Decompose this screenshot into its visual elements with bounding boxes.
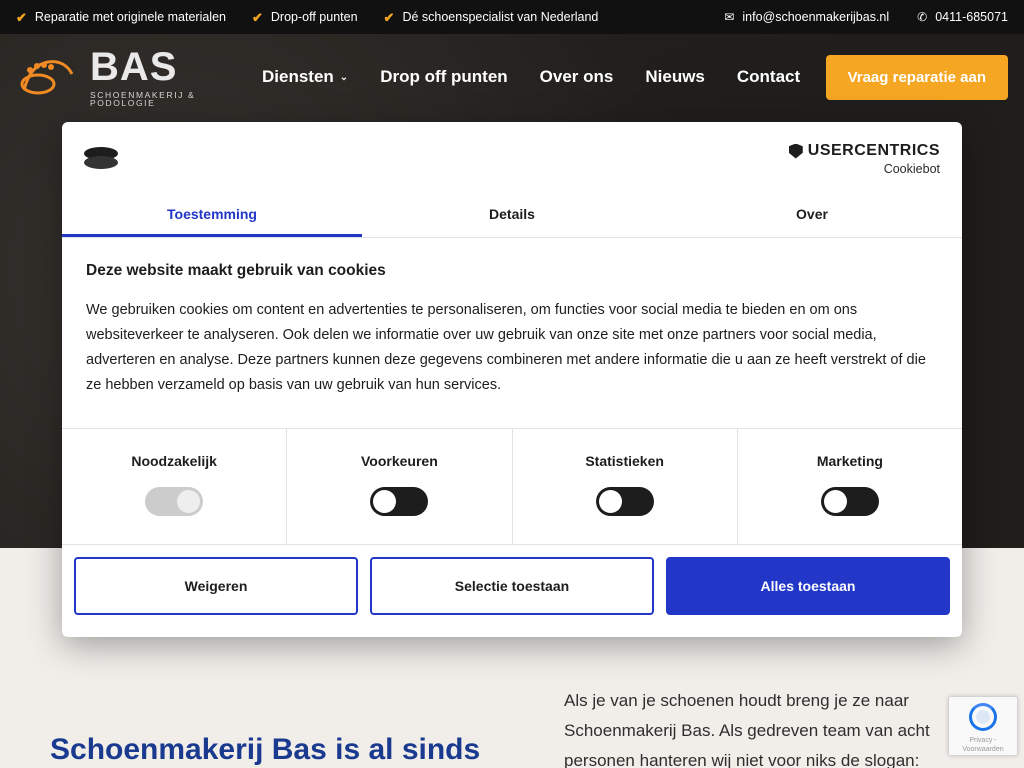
category-marketing-label: Marketing <box>816 452 883 469</box>
dialog-header <box>62 122 962 190</box>
shoe-logo-svg <box>18 50 80 104</box>
usercentrics-brand-top <box>789 142 940 160</box>
cookiebot-logo-icon <box>84 145 118 173</box>
topbar-feature-3-label: Dé schoenspecialist van Nederland <box>402 10 599 24</box>
toggle-noodzakelijk <box>145 487 203 516</box>
nav-item-over-ons[interactable] <box>540 67 614 87</box>
nav-item-diensten-label: Diensten <box>262 67 334 86</box>
main-navigation <box>262 67 826 87</box>
shield-icon <box>789 144 803 159</box>
category-noodzakelijk-label: Noodzakelijk <box>131 452 217 469</box>
top-announcement-bar <box>0 0 1024 34</box>
topbar-contact <box>724 10 1008 24</box>
topbar-feature-1-label: Reparatie met originele materialen <box>34 10 226 24</box>
section-paragraph: Als je van je schoenen houdt breng je ze naar Schoenmakerij Bas. Als gedreven team van acht personen hanteren wij niet voor niks de slogan: <box>564 691 930 768</box>
dialog-actions <box>62 544 962 637</box>
nav-item-drop-off-punten-label: Drop off punten <box>380 67 508 86</box>
recaptcha-badge[interactable] <box>948 696 1018 756</box>
logo-name: BAS <box>90 44 178 89</box>
allow-all-button[interactable]: Alles toestaan <box>666 557 950 615</box>
toggle-voorkeuren[interactable] <box>370 487 428 516</box>
topbar-features <box>16 10 724 24</box>
phone-link[interactable] <box>917 10 1008 24</box>
topbar-feature-2 <box>252 10 358 24</box>
email-label: info@schoenmakerijbas.nl <box>742 10 890 24</box>
dialog-body <box>62 238 962 406</box>
category-statistieken-label: Statistieken <box>585 452 664 469</box>
recaptcha-label: Privacy - Voorwaarden <box>962 737 1004 754</box>
category-statistieken <box>513 429 738 544</box>
envelope-icon: ✉ <box>724 10 735 24</box>
category-noodzakelijk <box>62 429 287 544</box>
tab-details[interactable]: Details <box>362 190 662 237</box>
cookie-categories <box>62 428 962 544</box>
logo-tagline: SCHOENMAKERIJ & PODOLOGIE <box>90 89 196 108</box>
check-icon: ✔ <box>383 9 395 25</box>
site-header <box>0 34 1024 120</box>
topbar-feature-3 <box>384 10 599 24</box>
check-icon: ✔ <box>16 9 27 25</box>
check-icon: ✔ <box>251 9 263 25</box>
usercentrics-brand-name: USERCENTRICS <box>807 142 940 159</box>
phone-icon: ✆ <box>917 10 928 24</box>
site-logo[interactable] <box>18 44 238 108</box>
dialog-description: We gebruiken cookies om content en advertenties te personaliseren, om functies voor social media te bieden en om ons websiteverkeer te analyseren. Ook delen we informatie over uw gebruik van onze site met onze partners voor social media, adverteren en analyse. Deze partners kunnen deze gegevens combineren met andere informatie die u aan ze heeft verstrekt of die ze hebben verzameld op basis van uw gebruik van hun services. <box>86 302 926 393</box>
nav-item-contact-label: Contact <box>736 67 801 86</box>
phone-label: 0411-685071 <box>935 10 1008 24</box>
logo-wordmark <box>90 44 238 108</box>
topbar-feature-1 <box>16 10 226 24</box>
category-voorkeuren-label: Voorkeuren <box>360 452 438 469</box>
request-repair-button[interactable]: Vraag reparatie aan <box>826 55 1008 100</box>
tab-toestemming[interactable]: Toestemming <box>62 190 362 237</box>
section-heading: Schoenmakerij Bas is al sinds <box>50 733 481 766</box>
nav-item-drop-off-punten[interactable] <box>380 67 507 87</box>
allow-selection-button[interactable]: Selectie toestaan <box>370 557 654 615</box>
nav-item-over-ons-label: Over ons <box>539 67 614 86</box>
usercentrics-brand <box>789 142 940 176</box>
nav-item-nieuws[interactable] <box>645 67 705 87</box>
cookiebot-brand-sub: Cookiebot <box>883 162 940 176</box>
shoe-logo-icon <box>18 50 80 104</box>
dialog-tabs <box>62 190 962 238</box>
tab-over[interactable]: Over <box>662 190 962 237</box>
recaptcha-icon <box>969 703 997 731</box>
cookie-consent-dialog <box>62 122 962 637</box>
chevron-down-icon: ⌄ <box>339 71 349 83</box>
toggle-statistieken[interactable] <box>596 487 654 516</box>
category-voorkeuren <box>287 429 512 544</box>
toggle-marketing[interactable] <box>821 487 879 516</box>
email-link[interactable] <box>724 10 889 24</box>
nav-item-nieuws-label: Nieuws <box>645 67 705 86</box>
category-marketing <box>738 429 962 544</box>
topbar-feature-2-label: Drop-off punten <box>270 10 358 24</box>
deny-button[interactable]: Weigeren <box>74 557 358 615</box>
nav-item-contact[interactable] <box>737 67 800 87</box>
dialog-title: Deze website maakt gebruik van cookies <box>86 262 386 279</box>
nav-item-diensten[interactable] <box>262 67 348 87</box>
